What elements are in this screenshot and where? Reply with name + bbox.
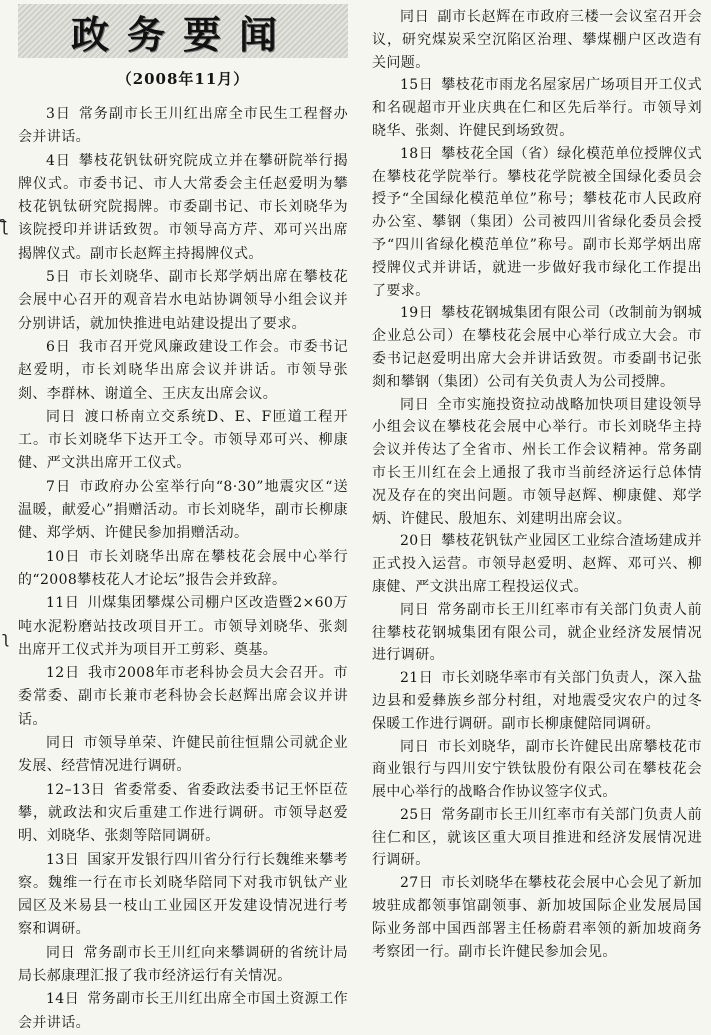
news-entry (372, 143, 702, 303)
news-entry (18, 336, 348, 406)
news-entry (18, 546, 348, 593)
entry-text: 常务副市长王川红出席全市民生工程督办会并讲话。 (18, 106, 348, 146)
page-title: 政务要闻 (70, 11, 295, 57)
entry-text: 常务副市长王川红出席全市国土资源工作会并讲话。 (18, 991, 348, 1031)
entry-date: 同日 (46, 944, 76, 961)
entry-date: 27日 (400, 875, 434, 892)
header-banner (18, 4, 348, 58)
entry-text: 市长刘晓华出席在攀枝花会展中心举行的“2008攀枝花人才论坛”报告会并致辞。 (18, 548, 348, 588)
entry-date: 7日 (46, 478, 72, 495)
entry-date: 19日 (400, 305, 434, 322)
news-entry (372, 74, 702, 142)
news-entry (18, 732, 348, 779)
news-entry (18, 103, 348, 150)
entry-text: 渡口桥南立交系统D、E、F匝道工程开工。市长刘晓华下达开工令。市领导邓可兴、柳康健、严文洪出席开工仪式。 (18, 408, 348, 472)
news-entry (372, 872, 702, 963)
entry-text: 全市实施投资拉动战略加快项目建设领导小组会议在攀枝花会展中心举行。市长刘晓华主持会议并传达了全省市、州长工作会议精神。常务副市长王川红在会上通报了我市当前经济运行总体情况及存在的突出问题。市领导赵辉、柳康健、郑学炳、许健民、殷旭东、刘建明出席会议。 (372, 396, 702, 527)
entry-date: 10日 (46, 548, 81, 565)
entry-text: 市长刘晓华、副市长郑学炳出席在攀枝花会展中心召开的观音岩水电站协调领导小组会议并分别讲话，就加快推进电站建设提出了要求。 (18, 269, 348, 332)
entry-date: 同日 (46, 408, 77, 425)
news-entry (18, 779, 348, 849)
entry-text: 副市长赵辉在市政府三楼一会议室召开会议，研究煤炭采空沉陷区治理、攀煤棚户区改造有关问题。 (372, 9, 702, 71)
entry-text: 攀枝花钒钛产业园区工业综合渣场建成并正式投入运营。市领导赵爱明、赵辉、邓可兴、柳康健、严文洪出席工程投运仪式。 (372, 533, 702, 595)
entry-text: 市长刘晓华，副市长许健民出席攀枝花市商业银行与四川安宁铁钛股份有限公司在攀枝花会展中心举行的战略合作协议签字仪式。 (372, 738, 702, 801)
right-entry-list (372, 6, 702, 963)
news-entry (18, 592, 348, 662)
news-entry (372, 302, 702, 393)
news-entry (18, 266, 348, 336)
entry-date: 同日 (400, 601, 430, 618)
entry-date: 18日 (400, 145, 434, 162)
entry-text: 省委常委、省委政法委书记王怀臣莅攀，就政法和灾后重建工作进行调研。市领导赵爱明、刘晓华、张剡等陪同调研。 (18, 781, 349, 845)
news-entry (372, 667, 702, 735)
news-entry (372, 394, 702, 531)
entry-date: 25日 (400, 806, 434, 823)
entry-text: 川煤集团攀煤公司棚户区改造暨2×60万吨水泥粉磨站技改项目开工。市领导刘晓华、张剡出席开工仪式并为项目开工剪彩、奠基。 (18, 595, 348, 658)
entry-text: 我市2008年市老科协会员大会召开。市委常委、副市长兼市老科协会长赵辉出席会议并讲话。 (18, 665, 349, 728)
news-entry (18, 942, 348, 989)
entry-date: 11日 (46, 595, 80, 612)
issue-date: （2008年11月） (116, 70, 250, 88)
entry-date: 12日 (46, 665, 80, 682)
entry-date: 20日 (400, 533, 434, 550)
entry-date: 同日 (400, 9, 430, 25)
entry-text: 常务副市长王川红向来攀调研的省统计局局长郝康理汇报了我市经济运行有关情况。 (18, 944, 348, 984)
entry-date: 5日 (46, 269, 71, 286)
entry-text: 市长刘晓华率市有关部门负责人，深入盐边县和爱彝族乡部分村组，对地震受灾农户的过冬保暖工作进行调研。副市长柳康健陪同调研。 (372, 670, 702, 732)
entry-text: 常务副市长王川红率市有关部门负责人前往仁和区，就该区重大项目推进和经济发展情况进行调研。 (372, 806, 702, 869)
news-entry (18, 476, 348, 546)
entry-text: 攀枝花钢城集团有限公司（改制前为钢城企业总公司）在攀枝花会展中心举行成立大会。市委书记赵爱明出席大会并讲话致贺。市委副书记张剡和攀钢（集团）公司有关负责人为公司授牌。 (372, 305, 702, 390)
entry-date: 15日 (400, 77, 434, 94)
margin-mark: ʅ (2, 628, 10, 647)
news-entry (18, 988, 348, 1035)
entry-date: 13日 (46, 851, 80, 868)
right-column (372, 6, 702, 963)
entry-text: 市政府办公室举行向“8·30”地震灾区“送温暖，献爱心”捐赠活动。市长刘晓华，副市长柳康健、郑学炳、许健民参加捐赠活动。 (18, 478, 348, 542)
left-entry-list (18, 103, 348, 1035)
left-column (18, 0, 348, 1035)
entry-date: 4日 (46, 152, 71, 169)
entry-date: 同日 (46, 735, 76, 752)
news-entry (372, 804, 702, 872)
entry-text: 国家开发银行四川省分行行长魏维来攀考察。魏维一行在市长刘晓华陪同下对我市钒钛产业园区及米易县一枝山工业园区开发建设情况进行考察和调研。 (18, 851, 348, 938)
news-entry (18, 150, 348, 266)
entry-text: 市长刘晓华在攀枝花会展中心会见了新加坡驻成都领事馆副领事、新加坡国际企业发展局国际业务部中国西部署主任杨蔚君率领的新加坡商务考察团一行。副市长许健民参加会见。 (372, 875, 702, 960)
entry-date: 21日 (400, 670, 434, 687)
news-entry (18, 849, 348, 942)
news-entry (18, 406, 348, 476)
entry-text: 常务副市长王川红率市有关部门负责人前往攀枝花钢城集团有限公司，就企业经济发展情况进行调研。 (372, 601, 702, 664)
entry-text: 市领导单荣、许健民前往恒鼎公司就企业发展、经营情况进行调研。 (18, 735, 348, 775)
entry-date: 12–13日 (46, 781, 106, 798)
entry-date: 3日 (46, 106, 71, 122)
entry-date: 6日 (46, 338, 71, 355)
entry-text: 我市召开党风廉政建设工作会。市委书记赵爱明，市长刘晓华出席会议并讲话。市领导张剡、李群林、谢道全、王庆友出席会议。 (18, 338, 348, 402)
entry-date: 同日 (400, 396, 430, 413)
news-entry (18, 662, 348, 732)
news-entry (372, 530, 702, 598)
entry-text: 攀枝花市雨龙名屋家居广场项目开工仪式和名砚超市开业庆典在仁和区先后举行。市领导刘晓华、张剡、许健民到场致贺。 (372, 77, 702, 139)
news-entry (372, 6, 702, 74)
news-entry (372, 599, 702, 667)
news-entry (372, 736, 702, 804)
margin-mark: ƪ (2, 216, 8, 235)
entry-text: 攀枝花全国（省）绿化模范单位授牌仪式在攀枝花学院举行。攀枝花学院被全国绿化委员会授予“全国绿化模范单位”称号；攀枝花市人民政府办公室、攀钢（集团）公司被四川省绿化委员会授予“四川省绿化模范单位”称号。副市长郑学炳出席授牌仪式并讲话，就进一步做好我市绿化工作提出了要求。 (372, 145, 702, 299)
entry-text: 攀枝花钒钛研究院成立并在攀研院举行揭牌仪式。市委书记、市人大常委会主任赵爱明为攀枝花钒钛研究院揭牌。市委副书记、市长刘晓华为该院授印并讲话致贺。市领导高方芹、邓可兴出席揭牌仪式。副市长赵辉主持揭牌仪式。 (18, 152, 348, 262)
entry-date: 14日 (46, 991, 80, 1008)
entry-date: 同日 (400, 738, 430, 755)
